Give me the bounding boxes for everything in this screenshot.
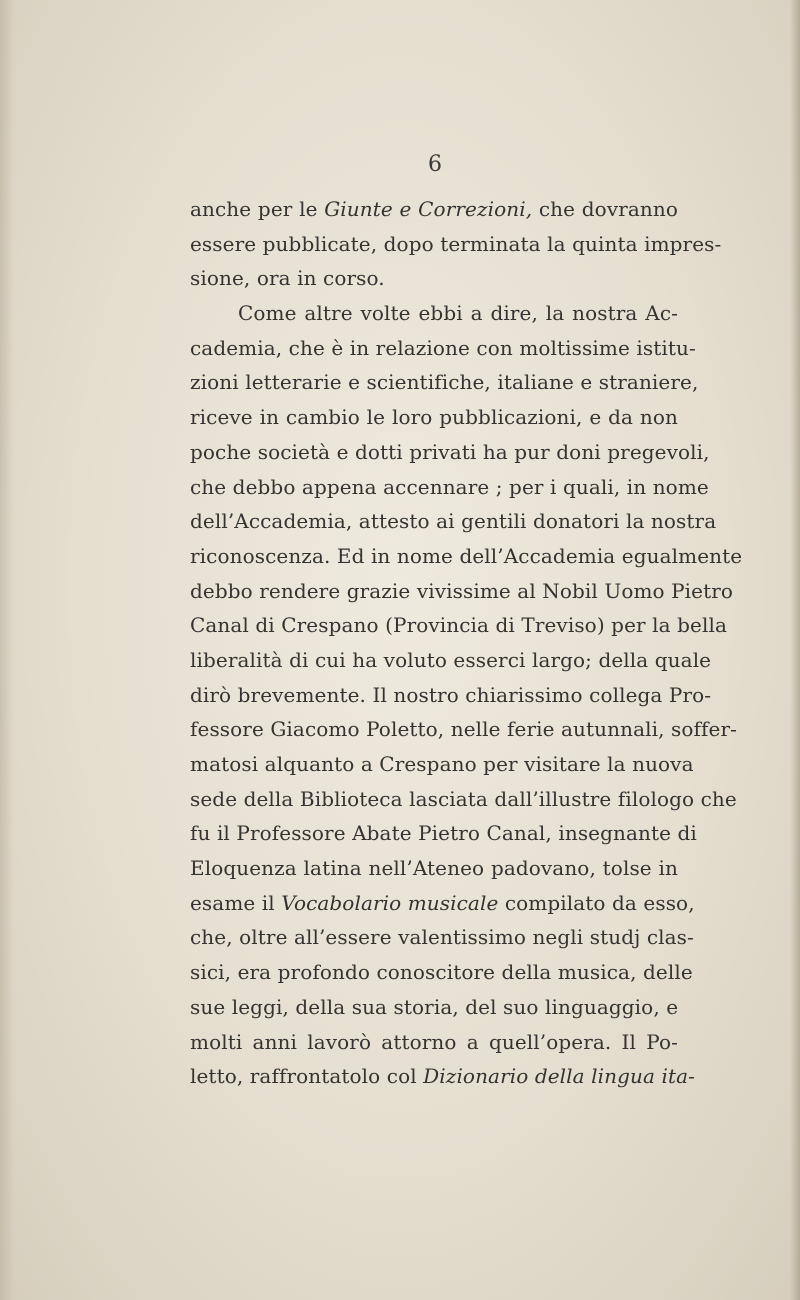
text-span: dirò brevemente. Il nostro chiarissimo collega Pro- <box>190 682 712 707</box>
text-line <box>190 435 710 470</box>
text-line <box>190 712 737 747</box>
text-span: essere pubblicate, dopo terminata la quinta impres- <box>190 231 722 256</box>
italic-title: Vocabolario musicale <box>281 890 499 915</box>
text-line <box>190 816 697 851</box>
text-line <box>190 192 678 227</box>
text-line <box>190 955 693 990</box>
text-span: che dovranno <box>532 197 678 221</box>
text-span: Come altre volte ebbi a dire, la nostra Ac- <box>238 301 678 326</box>
text-line <box>190 470 709 505</box>
text-span: sue leggi, della sua storia, del suo linguaggio, e <box>190 994 679 1019</box>
text-span: cademia, che è in relazione con moltissime istitu- <box>190 335 696 360</box>
text-span: riconoscenza. Ed in nome dell’Accademia egualmente <box>190 543 743 568</box>
text-span: zioni letterarie e scientifiche, italiane e straniere, <box>190 370 699 395</box>
page-right-edge <box>790 0 800 1300</box>
text-span: fu il Professore Abate Pietro Canal, insegnante di <box>190 821 697 846</box>
text-span: compilato da esso, <box>498 890 695 915</box>
text-line <box>190 643 712 678</box>
text-span: sede della Biblioteca lasciata dall’illustre filologo che <box>190 786 737 811</box>
text-span: Eloquenza latina nell’Ateneo padovano, tolse in <box>190 856 678 881</box>
text-span: letto, raffrontatolo col <box>190 1064 424 1089</box>
text-span: anche per le <box>190 197 325 221</box>
text-span: riceve in cambio le loro pubblicazioni, e da non <box>190 405 678 430</box>
text-line <box>190 331 696 366</box>
text-span: che, oltre all’essere valentissimo negli studj clas- <box>190 925 694 950</box>
text-span: dell’Accademia, attesto ai gentili donatori la nostra <box>190 509 717 534</box>
text-span: fessore Giacomo Poletto, nelle ferie autunnali, soffer- <box>190 717 737 742</box>
text-line <box>190 990 678 1025</box>
text-line <box>190 886 695 921</box>
text-span: liberalità di cui ha voluto esserci largo; della quale <box>190 647 712 672</box>
text-line <box>190 227 722 262</box>
text-span: esame il <box>190 890 282 915</box>
text-line <box>190 782 737 817</box>
text-line <box>190 365 699 400</box>
text-line <box>190 851 678 886</box>
text-span: debbo rendere grazie vivissime al Nobil Uomo Pietro <box>190 578 734 603</box>
text-span: matosi alquanto a Crespano per visitare la nuova <box>190 752 694 776</box>
text-line <box>190 747 694 782</box>
text-line <box>190 400 678 435</box>
page-number: 6 <box>428 152 442 177</box>
text-line <box>190 539 743 574</box>
page-left-shadow <box>0 0 14 1300</box>
italic-title: Giunte e Correzioni, <box>324 197 533 221</box>
italic-title: Dizionario della lingua ita- <box>423 1064 696 1089</box>
text-span: poche società e dotti privati ha pur doni pregevoli, <box>190 439 710 464</box>
text-line <box>190 574 734 609</box>
text-span: sione, ora in corso. <box>190 266 385 291</box>
text-span: che debbo appena accennare ; per i quali, in nome <box>190 474 709 499</box>
text-line <box>190 608 727 643</box>
text-line <box>190 296 678 331</box>
body-text <box>190 192 743 1094</box>
text-line <box>190 920 694 955</box>
text-line <box>190 504 717 539</box>
text-line <box>190 1059 696 1094</box>
text-span: Canal di Crespano (Provincia di Treviso) per la bella <box>190 613 727 638</box>
text-line <box>190 678 712 713</box>
text-line <box>190 1025 678 1060</box>
text-span: molti anni lavorò attorno a quell’opera. Il Po- <box>190 1029 678 1054</box>
text-span: sici, era profondo conoscitore della musica, delle <box>190 960 693 985</box>
text-line <box>190 261 678 296</box>
